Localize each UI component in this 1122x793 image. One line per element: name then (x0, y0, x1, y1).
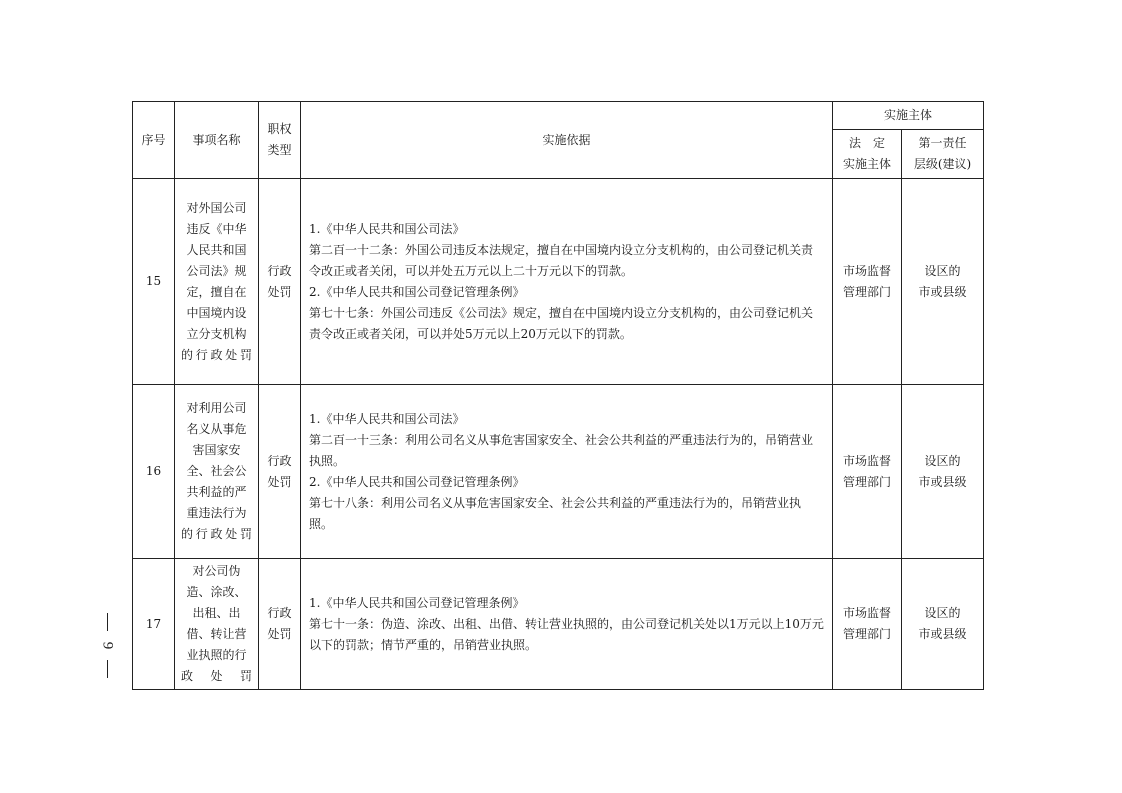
page-number-marker (92, 600, 122, 690)
table-row (133, 559, 984, 690)
header-basis: 实施依据 (301, 102, 833, 179)
cell-basis (301, 559, 833, 690)
cell-item-name: 对利用公司名义从事危害国家安全、社会公共利益的严重违法行为的行政处罚 (175, 385, 259, 559)
header-type: 职权 类型 (259, 102, 301, 179)
basis-line: 第二百一十三条：利用公司名义从事危害国家安全、社会公共利益的严重违法行为的，吊销营业执照。 (309, 432, 814, 468)
cell-first-level: 设区的 市或县级 (902, 179, 984, 385)
enforcement-table (132, 101, 984, 690)
basis-line: 第七十一条：伪造、涂改、出租、出借、转让营业执照的，由公司登记机关处以1万元以上10万元以下的罚款；情节严重的，吊销营业执照。 (309, 616, 824, 652)
page-number-dash (107, 613, 108, 631)
header-legal-subject: 法 定 实施主体 (833, 130, 902, 179)
header-name: 事项名称 (175, 102, 259, 179)
cell-seq: 16 (133, 385, 175, 559)
cell-legal-subject: 市场监督 管理部门 (833, 385, 902, 559)
header-subject: 实施主体 (833, 102, 984, 130)
basis-line: 1.《中华人民共和国公司法》 (309, 221, 465, 236)
cell-legal-subject: 市场监督 管理部门 (833, 179, 902, 385)
cell-basis (301, 179, 833, 385)
basis-line: 2.《中华人民共和国公司登记管理条例》 (309, 474, 525, 489)
basis-line: 1.《中华人民共和国公司登记管理条例》 (309, 595, 525, 610)
cell-first-level: 设区的 市或县级 (902, 385, 984, 559)
basis-line: 第二百一十二条：外国公司违反本法规定，擅自在中国境内设立分支机构的，由公司登记机关责令改正或者关闭，可以并处五万元以上二十万元以下的罚款。 (309, 242, 814, 278)
basis-line: 2.《中华人民共和国公司登记管理条例》 (309, 284, 525, 299)
cell-first-level: 设区的 市或县级 (902, 559, 984, 690)
cell-item-name: 对公司伪造、涂改、出租、出借、转让营业执照的行政处罚 (175, 559, 259, 690)
basis-line: 第七十八条：利用公司名义从事危害国家安全、社会公共利益的严重违法行为的，吊销营业执照。 (309, 495, 802, 531)
table-row (133, 179, 984, 385)
cell-seq: 15 (133, 179, 175, 385)
cell-item-name: 对外国公司违反《中华人民共和国公司法》规定，擅自在中国境内设立分支机构的行政处罚 (175, 179, 259, 385)
cell-basis (301, 385, 833, 559)
basis-line: 第七十七条：外国公司违反《公司法》规定，擅自在中国境内设立分支机构的，由公司登记机关责令改正或者关闭，可以并处5万元以上20万元以下的罚款。 (309, 305, 814, 341)
basis-line: 1.《中华人民共和国公司法》 (309, 411, 465, 426)
page-number: 9 (99, 641, 116, 649)
header-first-level: 第一责任 层级(建议) (902, 130, 984, 179)
table-row (133, 385, 984, 559)
cell-power-type: 行政 处罚 (259, 385, 301, 559)
header-seq: 序号 (133, 102, 175, 179)
cell-legal-subject: 市场监督 管理部门 (833, 559, 902, 690)
cell-seq: 17 (133, 559, 175, 690)
cell-power-type: 行政 处罚 (259, 179, 301, 385)
page-number-dash (107, 660, 108, 678)
cell-power-type: 行政 处罚 (259, 559, 301, 690)
